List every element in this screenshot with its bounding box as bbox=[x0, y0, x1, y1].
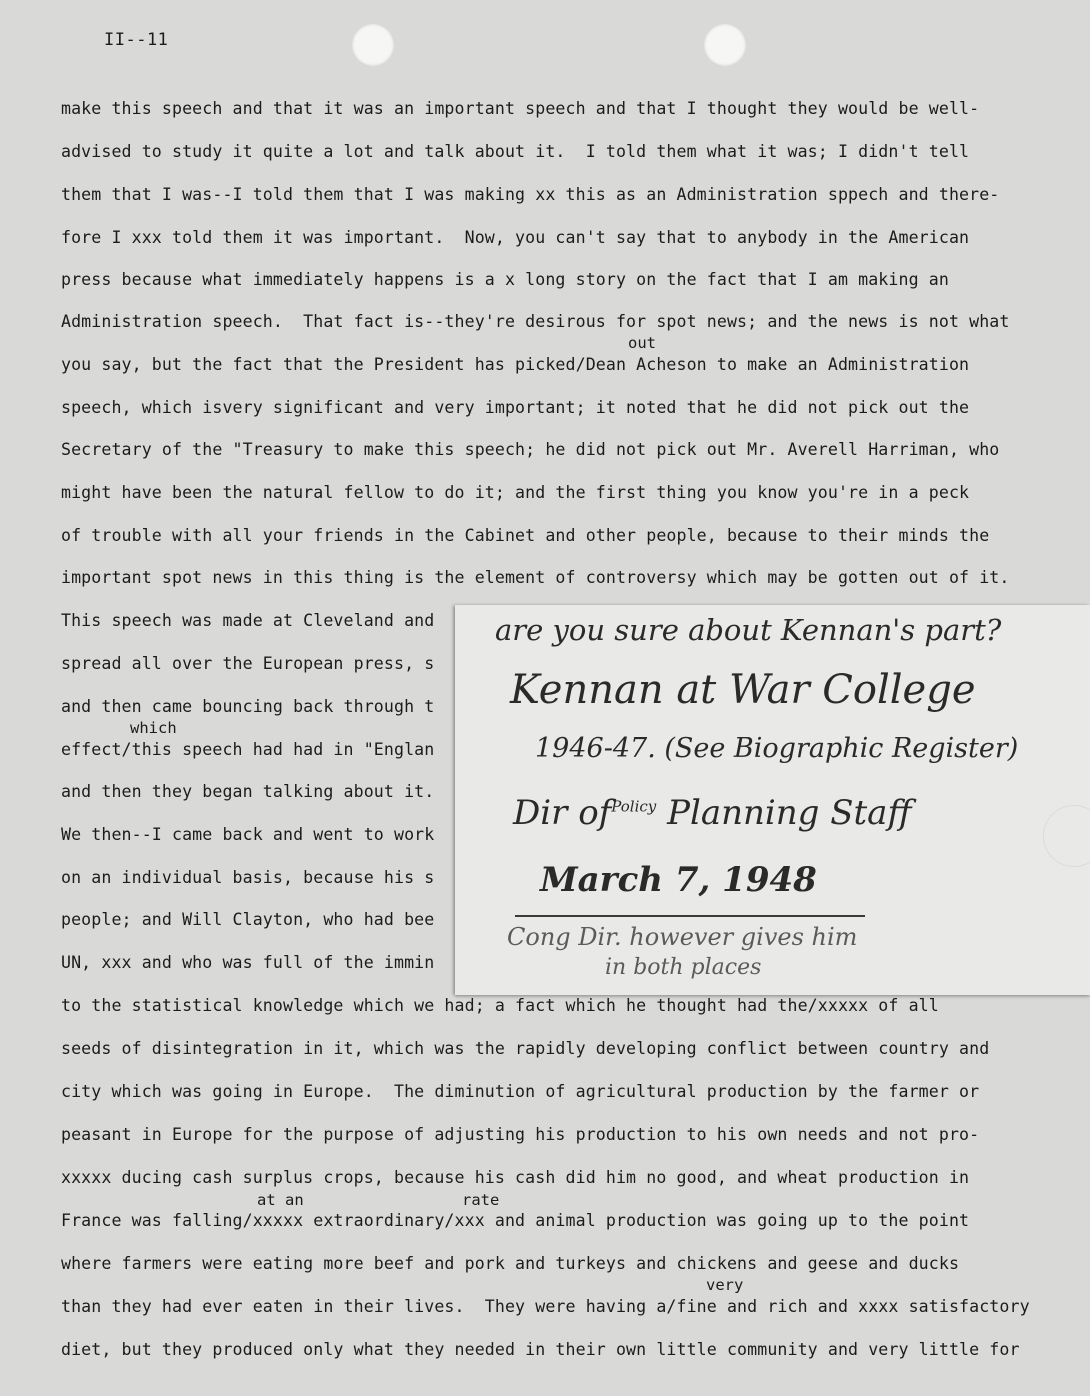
body-line: city which was going in Europe. The diminution of agricultural production by the farmer or bbox=[61, 1082, 980, 1101]
note-line-dates: 1946-47. (See Biographic Register) bbox=[535, 733, 1019, 764]
punch-hole-left bbox=[352, 24, 394, 66]
page-number: II--11 bbox=[104, 30, 169, 50]
body-line: peasant in Europe for the purpose of adjusting his production to his own needs and not pro- bbox=[61, 1125, 980, 1144]
body-line: xxxxx ducing cash surplus crops, because his cash did him no good, and wheat production in bbox=[61, 1168, 970, 1187]
body-line: might have been the natural fellow to do it; and the first thing you know you're in a peck bbox=[61, 483, 970, 502]
body-line: to the statistical knowledge which we had; a fact which he thought had the/xxxxx of all bbox=[61, 996, 939, 1015]
body-line: important spot news in this thing is the element of controversy which may be gotten out of it. bbox=[61, 568, 1010, 587]
body-line: and then came bouncing back through t bbox=[61, 697, 435, 716]
body-line: UN, xxx and who was full of the immin bbox=[61, 953, 435, 972]
body-line: fore I xxx told them it was important. Now, you can't say that to anybody in the American bbox=[61, 228, 970, 247]
note-director-superscript: Policy bbox=[611, 797, 657, 816]
body-line: you say, but the fact that the President has picked/Dean Acheson to make an Administration bbox=[61, 355, 970, 374]
body-line: them that I was--I told them that I was making xx this as an Administration sppech and there- bbox=[61, 185, 1000, 204]
body-line: advised to study it quite a lot and talk about it. I told them what it was; I didn't tell bbox=[61, 142, 970, 161]
body-line: effect/this speech had had in "Englan bbox=[61, 740, 435, 759]
note-line-question: are you sure about Kennan's part? bbox=[495, 613, 1002, 647]
insertion-out: out bbox=[628, 334, 656, 352]
body-line: diet, but they produced only what they needed in their own little community and very little for bbox=[61, 1340, 1020, 1359]
note-line-kennan: Kennan at War College bbox=[510, 667, 976, 713]
body-line: and then they began talking about it. bbox=[61, 782, 435, 801]
punch-hole-right bbox=[704, 24, 746, 66]
body-line: France was falling/xxxxx extraordinary/xxx and animal production was going up to the point bbox=[61, 1211, 970, 1230]
body-line: We then--I came back and went to work bbox=[61, 825, 435, 844]
body-line: spread all over the European press, s bbox=[61, 654, 435, 673]
note-director-suffix: Planning Staff bbox=[667, 793, 912, 833]
insertion-very: very bbox=[706, 1276, 744, 1294]
body-line: than they had ever eaten in their lives. They were having a/fine and rich and xxxx satisfactory bbox=[61, 1297, 1030, 1316]
body-line: press because what immediately happens is a x long story on the fact that I am making an bbox=[61, 270, 949, 289]
note-line-director bbox=[513, 793, 912, 833]
body-line: on an individual basis, because his s bbox=[61, 868, 435, 887]
body-line: speech, which isvery significant and very important; it noted that he did not pick out the bbox=[61, 398, 970, 417]
insertion-at-an: at an bbox=[257, 1191, 304, 1209]
note-director-prefix: Dir of bbox=[513, 793, 612, 833]
faint-stamp-mark bbox=[1043, 805, 1090, 867]
note-line-congressional: Cong Dir. however gives him bbox=[507, 923, 858, 951]
body-line: people; and Will Clayton, who had bee bbox=[61, 910, 435, 929]
body-line: of trouble with all your friends in the Cabinet and other people, because to their minds the bbox=[61, 526, 990, 545]
insertion-which: which bbox=[130, 719, 177, 737]
note-underline bbox=[515, 915, 865, 917]
handwritten-note-card bbox=[455, 605, 1090, 995]
body-line: make this speech and that it was an important speech and that I thought they would be well- bbox=[61, 99, 980, 118]
note-line-places: in both places bbox=[605, 955, 762, 980]
body-line: Administration speech. That fact is--they're desirous for spot news; and the news is not what bbox=[61, 312, 1010, 331]
body-line: where farmers were eating more beef and pork and turkeys and chickens and geese and ducks bbox=[61, 1254, 960, 1273]
body-line: seeds of disintegration in it, which was the rapidly developing conflict between country and bbox=[61, 1039, 990, 1058]
note-line-date: March 7, 1948 bbox=[540, 860, 817, 900]
body-line: This speech was made at Cleveland and bbox=[61, 611, 435, 630]
body-line: Secretary of the "Treasury to make this speech; he did not pick out Mr. Averell Harriman, who bbox=[61, 440, 1000, 459]
insertion-rate: rate bbox=[462, 1191, 500, 1209]
